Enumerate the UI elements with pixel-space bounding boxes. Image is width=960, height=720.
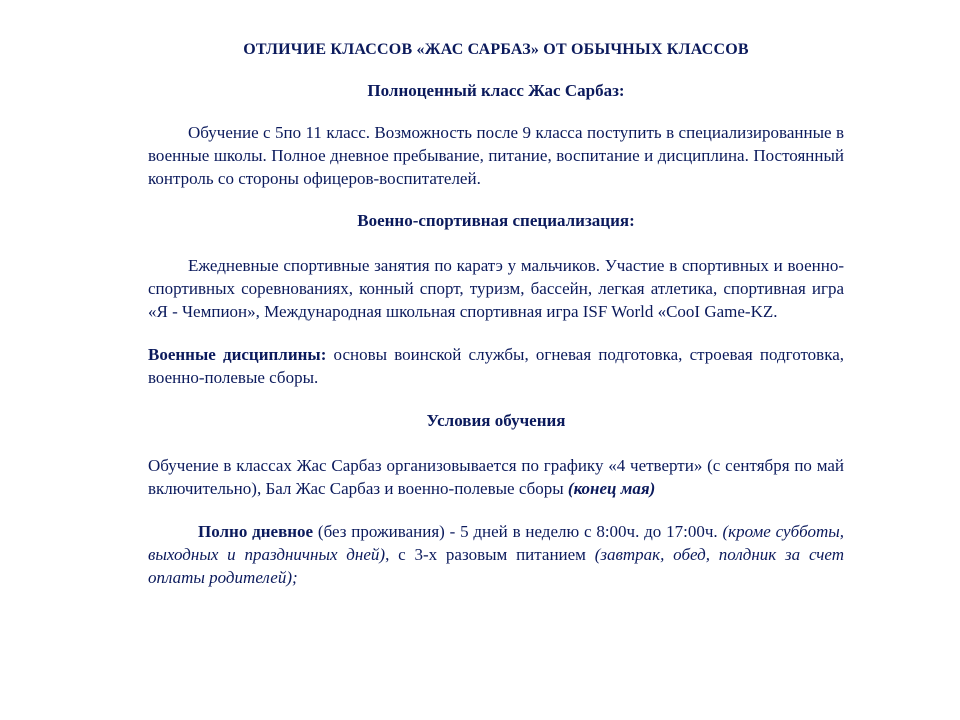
spacer — [148, 389, 844, 409]
paragraph-full-day — [148, 520, 844, 589]
spacer — [148, 232, 844, 254]
paragraph-sport: Ежедневные спортивные занятия по каратэ у мальчиков. Участие в спортивных и военно-спортивных соревнованиях, конный спорт, туризм, бассейн, легкая атлетика, спортивная игра «Я - Чемпион», Международная школьная спортивная игра ISF World «CooI Game-KZ. — [148, 256, 844, 321]
paragraph-military — [148, 343, 844, 389]
military-text: основы воинской службы, огневая подготовка, строевая подготовка, военно-полевые сборы. — [148, 345, 844, 387]
spacer — [148, 323, 844, 343]
section-heading-conditions: Условия обучения — [426, 411, 566, 430]
full-day-text-2: , с 3-х разовым питанием — [385, 545, 595, 564]
full-day-label: Полно дневное — [198, 522, 314, 541]
conditions-emphasis: (конец мая) — [567, 479, 656, 498]
full-day-italic-1: (кроме субботы, выходных и праздничных дней) — [148, 522, 845, 564]
document-page — [148, 38, 844, 589]
spacer — [148, 190, 844, 209]
paragraph-full-class: Обучение с 5по 11 класс. Возможность после 9 класса поступить в специализированные в военные школы. Полное дневное пребывание, питание, воспитание и дисциплина. Постоянный контроль со стороны офицеров-воспитателей. — [148, 123, 844, 188]
full-day-text-1: (без проживания) - 5 дней в неделю с 8:00ч. до 17:00ч. — [313, 522, 723, 541]
full-day-italic-2: (завтрак, обед, полдник за счет оплаты родителей); — [148, 545, 844, 587]
military-label: Военные дисциплины: — [148, 345, 327, 364]
paragraph-conditions — [148, 454, 844, 500]
conditions-text: Обучение в классах Жас Сарбаз организовывается по графику «4 четверти» (с сентября по май включительно), Бал Жас Сарбаз и военно-полевые сборы — [148, 456, 844, 498]
document-title: ОТЛИЧИЕ КЛАССОВ «ЖАС САРБАЗ» ОТ ОБЫЧНЫХ КЛАССОВ — [243, 41, 749, 58]
section-heading-full-class: Полноценный класс Жас Сарбаз: — [367, 81, 625, 100]
section-heading-sport: Военно-спортивная специализация: — [357, 211, 635, 230]
spacer — [148, 102, 844, 121]
spacer — [148, 500, 844, 520]
spacer — [148, 432, 844, 454]
